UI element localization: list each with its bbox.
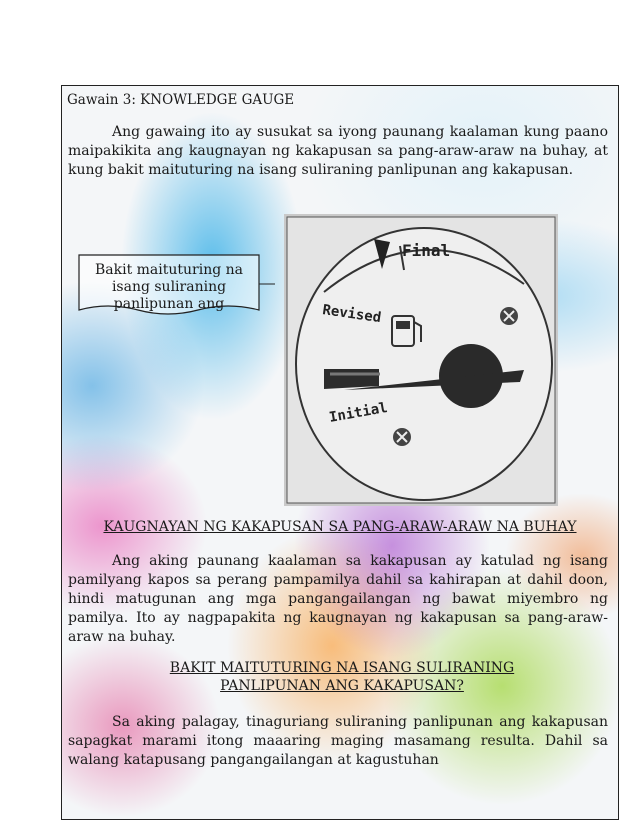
gauge-label-initial: Initial bbox=[327, 399, 389, 426]
section2-paragraph: Sa aking palagay, tinaguriang suliraning panlipunan ang kakapusan sapagkat marami itong maaaring maging masamang resulta. Dahil sa walang katapusang pangangailangan at kagustuhan bbox=[68, 714, 608, 768]
section1-paragraph: Ang aking paunang kaalaman sa kakapusan ay katulad ng isang pamilyang kapos sa perang pampamilya dahil sa kahirapan at dahil doon, hindi matugunan ang mga pangangailangan ng bawat miyembro ng pamilya. Ito ay nagpapakita ng kaugnayan ng kakapusan sa pang-araw-araw na buhay. bbox=[68, 553, 608, 645]
gauge-label-final: Final bbox=[402, 241, 451, 260]
initial-marker bbox=[324, 369, 379, 389]
callout-text: Bakit maituturing na isang suliraning panlipunan ang bbox=[94, 262, 244, 312]
section1-heading: KAUGNAYAN NG KAKAPUSAN SA PANG-ARAW-ARAW NA BUHAY bbox=[103, 519, 577, 535]
section2-heading: BAKIT MAITUTURING NA ISANG SULIRANING PANLIPUNAN ANG KAKAPUSAN? bbox=[169, 660, 515, 694]
activity-title: Gawain 3: KNOWLEDGE GAUGE bbox=[67, 92, 295, 108]
gauge-label-revised: Revised bbox=[321, 302, 383, 327]
document-page bbox=[61, 85, 619, 820]
intro-paragraph: Ang gawaing ito ay susukat sa iyong paunang kaalaman kung paano maipakikita ang kaugnayan ng kakapusan sa pang-araw-araw na buhay, at kung bakit maituturing na isang suliraning panlipunan ang kakapusan. bbox=[68, 124, 608, 178]
knowledge-gauge-image bbox=[284, 214, 558, 506]
callout-box bbox=[78, 254, 260, 314]
gauge-dial bbox=[296, 228, 552, 500]
